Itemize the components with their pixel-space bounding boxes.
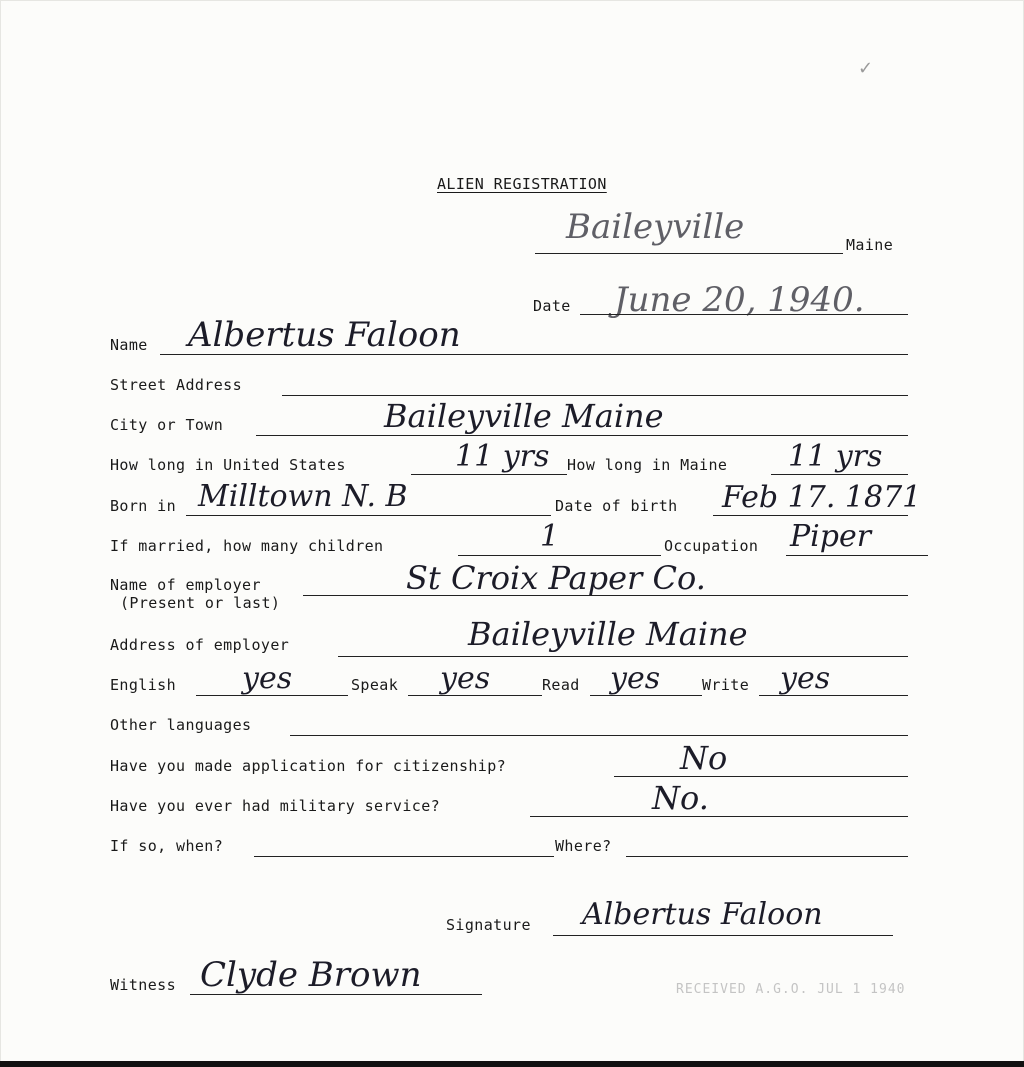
years-us-value: 11 yrs — [455, 439, 550, 474]
date-label: Date — [533, 297, 571, 315]
name-value: Albertus Faloon — [188, 315, 461, 355]
employer-address-line — [338, 656, 908, 657]
read-value: yes — [610, 661, 661, 696]
city-label: City or Town — [110, 416, 224, 434]
dob-line — [713, 515, 908, 516]
signature-value: Albertus Faloon — [582, 897, 823, 932]
employer-address-label: Address of employer — [110, 636, 290, 654]
write-line — [759, 695, 908, 696]
employer-sublabel: (Present or last) — [120, 594, 281, 612]
date-line — [580, 314, 908, 315]
years-maine-label: How long in Maine — [567, 456, 728, 474]
signature-line — [553, 935, 893, 936]
employer-value: St Croix Paper Co. — [406, 559, 706, 597]
occupation-label: Occupation — [664, 537, 759, 555]
read-label: Read — [542, 676, 580, 694]
born-value: Milltown N. B — [198, 479, 408, 514]
check-mark: ✓ — [858, 58, 874, 79]
other-languages-line — [290, 735, 908, 736]
received-stamp: RECEIVED A.G.O. JUL 1 1940 — [676, 982, 906, 997]
years-us-label: How long in United States — [110, 456, 346, 474]
town-line — [535, 253, 843, 254]
city-value: Baileyville Maine — [384, 397, 664, 435]
employer-address-value: Baileyville Maine — [468, 615, 748, 653]
name-label: Name — [110, 336, 148, 354]
city-line — [256, 435, 908, 436]
street-label: Street Address — [110, 376, 243, 394]
employer-line — [303, 595, 908, 596]
years-us-line — [411, 474, 567, 475]
speak-value: yes — [440, 661, 491, 696]
where-line — [626, 856, 908, 857]
write-value: yes — [780, 661, 831, 696]
name-line — [160, 354, 908, 355]
speak-line — [408, 695, 542, 696]
born-label: Born in — [110, 497, 177, 515]
witness-label: Witness — [110, 976, 177, 994]
years-maine-value: 11 yrs — [788, 439, 883, 474]
where-label: Where? — [555, 837, 612, 855]
years-maine-line — [771, 474, 908, 475]
english-value: yes — [242, 661, 293, 696]
employer-label: Name of employer — [110, 576, 261, 594]
when-label: If so, when? — [110, 837, 224, 855]
children-line — [458, 555, 661, 556]
speak-label: Speak — [351, 676, 399, 694]
state-label: Maine — [846, 236, 894, 254]
street-line — [282, 395, 908, 396]
signature-label: Signature — [446, 916, 531, 934]
town-value: Baileyville — [566, 207, 745, 247]
children-label: If married, how many children — [110, 537, 384, 555]
read-line — [590, 695, 702, 696]
citizenship-value: No — [680, 739, 728, 777]
witness-value: Clyde Brown — [200, 955, 422, 995]
occupation-value: Piper — [790, 519, 872, 554]
english-line — [196, 695, 348, 696]
born-line — [186, 515, 551, 516]
witness-line — [190, 994, 482, 995]
military-label: Have you ever had military service? — [110, 797, 441, 815]
citizenship-label: Have you made application for citizenship? — [110, 757, 507, 775]
form-title: ALIEN REGISTRATION — [437, 175, 607, 193]
citizenship-line — [614, 776, 908, 777]
scan-edge — [0, 1061, 1024, 1067]
date-value: June 20, 1940. — [614, 280, 865, 320]
children-value: 1 — [540, 519, 560, 554]
occupation-line — [786, 555, 928, 556]
when-line — [254, 856, 554, 857]
military-value: No. — [652, 779, 709, 817]
other-languages-label: Other languages — [110, 716, 252, 734]
dob-value: Feb 17. 1871 — [722, 480, 922, 515]
write-label: Write — [702, 676, 750, 694]
military-line — [530, 816, 908, 817]
english-label: English — [110, 676, 177, 694]
dob-label: Date of birth — [555, 497, 678, 515]
